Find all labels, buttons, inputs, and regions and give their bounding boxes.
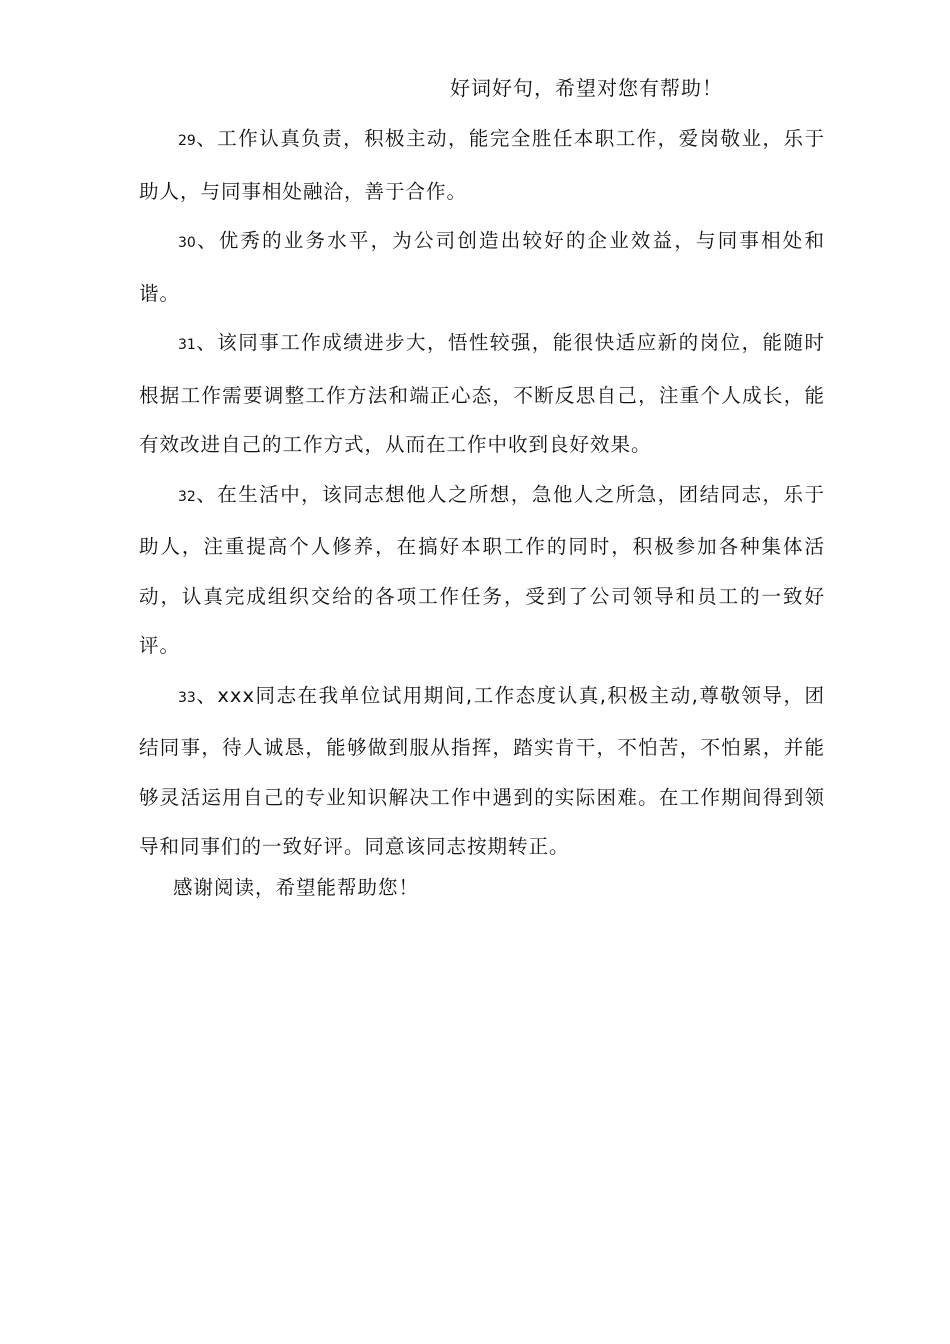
document-body — [139, 114, 825, 872]
paragraph-31 — [139, 318, 825, 470]
paragraph-text: 、该同事工作成绩进步大，悟性较强，能很快适应新的岗位，能随时根据工作需要调整工作方法和端正心态，不断反思自己，注重个人成长，能有效改进自己的工作方式，从而在工作中收到良好效果。 — [139, 331, 825, 456]
paragraph-number: 30 — [178, 235, 196, 251]
paragraph-number: 29 — [178, 133, 196, 149]
closing-line: 感谢阅读，希望能帮助您！ — [173, 876, 420, 899]
page-header: 好词好句，希望对您有帮助！ — [450, 76, 723, 100]
paragraph-number: 31 — [178, 337, 196, 353]
paragraph-text: 、在生活中，该同志想他人之所想，急他人之所急，团结同志，乐于助人，注重提高个人修养，在搞好本职工作的同时，积极参加各种集体活动，认真完成组织交给的各项工作任务，受到了公司领导和员工的一致好评。 — [139, 482, 825, 657]
paragraph-33 — [139, 671, 825, 872]
paragraph-text: 、工作认真负责，积极主动，能完全胜任本职工作，爱岗敬业，乐于助人，与同事相处融洽，善于合作。 — [139, 127, 825, 203]
paragraph-text: 、优秀的业务水平，为公司创造出较好的企业效益，与同事相处和谐。 — [139, 229, 825, 305]
paragraph-number: 32 — [178, 488, 196, 505]
paragraph-29 — [139, 114, 825, 216]
paragraph-number: 33 — [178, 689, 196, 706]
paragraph-30 — [139, 216, 825, 318]
paragraph-text: 、xxx同志在我单位试用期间,工作态度认真,积极主动,尊敬领导，团结同事，待人诚恳，能够做到服从指挥，踏实肯干，不怕苦，不怕累，并能够灵活运用自己的专业知识解决工作中遇到的实际困难。在工作期间得到领导和同事们的一致好评。同意该同志按期转正。 — [139, 683, 825, 858]
paragraph-32 — [139, 470, 825, 671]
